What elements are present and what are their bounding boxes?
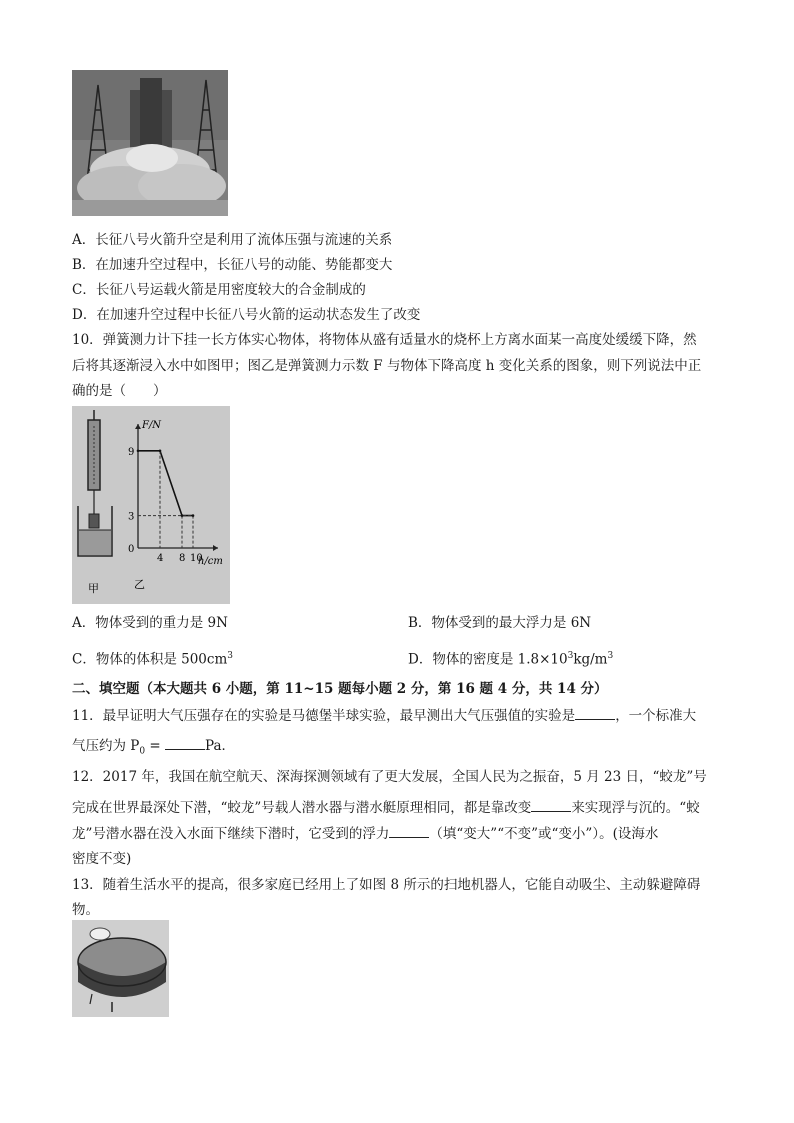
q11-line1-pre: 11．最早证明大气压强存在的实验是马德堡半球实验，最早测出大气压强值的实验是 [72,708,576,724]
data-point-1 [159,450,162,453]
x-tick-label-1: 8 [179,553,186,564]
x-axis-arrow-icon [213,545,218,551]
q10-option-d-text: D．物体的密度是 1.8×10 [408,651,568,668]
q11-line1 [72,705,696,726]
sweeping-robot-illustration [72,920,169,1017]
spring-scale-icon [88,410,100,528]
q12-line1: 12．2017 年，我国在航空航天、深海探测领域有了更大发展，全国人民为之振奋，5 月 23 日，“蛟龙”号 [72,769,707,785]
q10-option-d-sup2: 3 [607,651,614,661]
x-tick-label-2: 10 [190,553,203,564]
q10-stem-line3: 确的是（ ） [72,383,167,399]
y-tick-label-0: 9 [128,446,135,458]
rocket-launch-illustration [72,70,228,216]
q12-line2-pre: 完成在世界最深处下潜，“蛟龙”号载人潜水器与潜水艇原理相同，都是靠改变 [72,800,532,816]
q12-line3 [72,823,658,844]
data-point-2 [181,514,184,517]
force-height-graph [128,420,223,591]
q13-line2: 物。 [72,902,99,918]
q10-option-b: B．物体受到的最大浮力是 6N [408,615,592,631]
y-axis-arrow-icon [135,424,141,429]
q9-option-b: B．在加速升空过程中，长征八号的动能、势能都变大 [72,257,393,273]
q11-line2-mid: = [145,738,166,754]
series-line [138,451,193,516]
q9-option-a: A．长征八号火箭升空是利用了流体压强与流速的关系 [72,232,393,248]
q12-line2 [72,797,700,818]
origin-label: 0 [128,544,135,555]
q11-line2 [72,735,235,762]
q11-blank-1[interactable] [575,705,615,720]
q12-blank-1[interactable] [531,797,571,812]
q12-blank-2[interactable] [389,823,429,838]
q10-option-c-sup: 3 [227,651,233,661]
y-axis-label: F/N [142,420,162,431]
q10-option-d-unit: kg/m [573,651,608,668]
caption-yi: 乙 [134,578,145,591]
rocket-launch-photo [72,70,228,216]
q11-line1-post: ，一个标准大 [615,708,697,724]
y-tick-label-1: 3 [128,511,135,523]
q11-blank-2[interactable] [165,735,205,750]
q10-stem-line2: 后将其逐渐浸入水中如图甲；图乙是弹簧测力示数 F 与物体下降高度 h 变化关系的图象，则下列说法中正 [72,358,702,374]
data-point-0 [137,450,140,453]
data-point-3 [192,514,195,517]
q9-option-d: D．在加速升空过程中长征八号火箭的运动状态发生了改变 [72,307,421,323]
q10-stem-line1: 10．弹簧测力计下挂一长方体实心物体，将物体从盛有适量水的烧杯上方离水面某一高度处缓缓下降，然 [72,332,697,348]
q12-line3-post: （填“变大”“不变”或“变小”）。(设海水 [429,826,659,842]
q10-option-c [72,646,233,670]
q11-line2-post: Pa． [205,738,236,754]
q10-figure [72,406,230,604]
q10-option-d [408,646,613,670]
q10-option-c-text: C．物体的体积是 500cm [72,651,228,668]
caption-jia: 甲 [88,582,99,595]
q12-line3-pre: 龙”号潜水器在没入水面下继续下潜时，它受到的浮力 [72,826,390,842]
x-tick-label-0: 4 [157,553,164,564]
section2-heading: 二、填空题（本大题共 6 小题，第 11~15 题每小题 2 分，第 16 题 4 分，共 14 分） [72,681,608,697]
q10-option-a: A．物体受到的重力是 9N [72,615,228,631]
sweeping-robot-photo [72,920,169,1017]
q10-option-d-sup1: 3 [567,651,574,661]
q12-line2-post: 来实现浮与沉的。“蛟 [571,800,700,816]
q11-line2-sub: 0 [139,746,146,757]
q10-figure-svg [72,406,230,604]
q11-line2-pre: 气压约为 P [72,738,140,754]
q12-line4: 密度不变) [72,851,132,867]
x-axis-label: h/cm [198,556,223,567]
q13-line1: 13．随着生活水平的提高，很多家庭已经用上了如图 8 所示的扫地机器人，它能自动吸尘、主动躲避障碍 [72,877,701,893]
q9-option-c: C．长征八号运载火箭是用密度较大的合金制成的 [72,282,366,298]
